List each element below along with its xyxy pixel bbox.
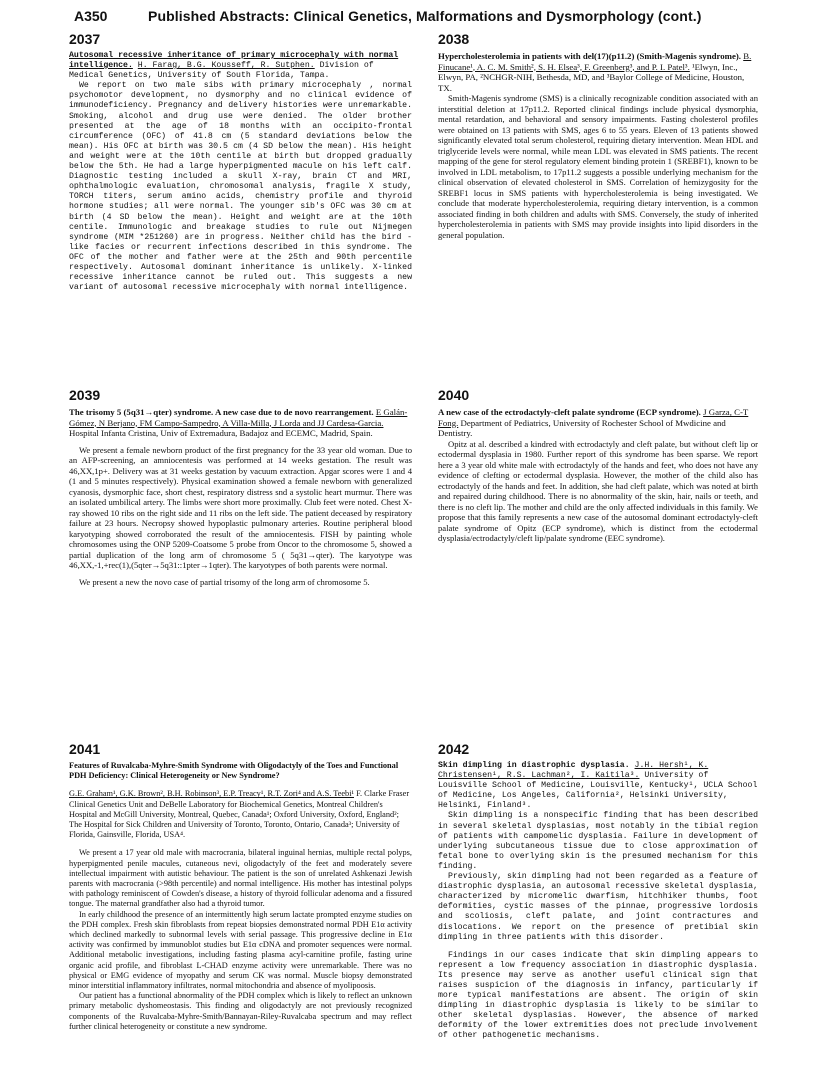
abstract-number: 2039: [69, 388, 101, 403]
abstract-body: [69, 848, 412, 1032]
abstract-authors: H. Farag, B.G. Kousseff, R. Sutphen.: [137, 61, 315, 71]
abstract-affiliation: F. Clarke Fraser Clinical Genetics Unit and DeBelle Laboratory for Biochemical Genetics, Montreal Children's Hospital and McGill University, Montreal, Quebec, Canada¹; Oxford University, Oxford, England²; The Hospital for Sick Children and University of Toronto, Toronto, Ontario, Canada³; University of Florida, Gainsville, Florida, USA⁴.: [69, 789, 410, 840]
abstract-body: [438, 93, 758, 240]
abstract-number: 2040: [438, 388, 470, 403]
page-number: A350: [74, 8, 108, 24]
abstract-2038: [438, 32, 758, 332]
abstract-affiliation: ¹Elwyn, Inc., Elwyn, PA, ²NCHGR-NIH, Bethesda, MD, and ³Baylor College of Medicine, Houston, TX.: [438, 61, 745, 93]
abstract-heading: [438, 407, 758, 439]
abstract-number: 2037: [69, 32, 101, 47]
abstract-title: Hypercholesterolemia in patients with del(17)(p11.2) (Smith-Magenis syndrome).: [438, 51, 741, 61]
abstract-heading: [438, 761, 758, 811]
abstract-authors: J Garza, C-T Fong.: [438, 407, 749, 428]
abstract-body: [438, 439, 758, 544]
abstract-heading: [69, 51, 412, 81]
abstract-authors: G.E. Graham¹, G.K. Brown², B.H. Robinson³, E.P. Treacy¹, R.T. Zori⁴ and A.S. Teebi¹: [69, 789, 354, 799]
abstract-authors: B. Finucane¹, A. C. M. Smith², S. H. Elsea³, F. Greenberg³, and P. I. Patel³.: [438, 51, 752, 72]
abstract-heading: [69, 761, 412, 781]
abstract-byline: [69, 789, 412, 840]
abstract-paragraph: We report on two male sibs with primary microcephaly , normal psychomotor development, no dysmorphy and no clinical evidence of immunodeficiency. Pregnancy and delivery histories were unremarkable. Smoking, alcohol and drug use were denied. The older brother presented at the age of 18 months with an occipito-frontal circumference (OFC) of 41.8 cm (5 standard deviations below the mean). His OFC at birth was 30.5 cm (4 SD below the mean). His height and weight were at the 10th centile at birth but dropped gradually below the 5th. He had a large hyperpigmented macule on his left calf. Diagnostic testing included a skull X-ray, brain CT and MRI, ophthalmologic evaluation, chromosomal analysis, fragile X study, TORCH titers, serum amino acids, chemistry profile and thyroid hormone studies; all were normal. The younger sib's OFC was 30 cm at birth (4 SD below the mean). Height and weight are at the 10th centile. Immunologic and breakage studies to rule out Nijmegen syndrome (MIM *251260) are in progress. Neither child has the bird -like facies or recurrent infections described in this syndrome. The OFC of the mother and father were at the 25th and 90th percentile respectively. Autosomal dominant inheritance is unlikely. X-linked recessive inheritance cannot be ruled out. This suggests a new variant of autosomal recessive microcephaly with normal intelligence.: [69, 81, 412, 293]
abstract-affiliation: University of Louisville School of Medicine, Louisville, Kentucky¹, UCLA School of Medicine, Los Angeles, California², Helsinki University, Helsinki, Finland³.: [438, 771, 758, 811]
abstract-heading: [69, 407, 412, 439]
page-header: [74, 8, 754, 30]
abstract-paragraph: Findings in our cases indicate that skin dimpling appears to represent a low frequency association in diastrophic dysplasia. Its presence may serve as another useful clinical sign that raises suspicion of the diagnosis in infancy, particularly if more typical manifestations are absent. The origin of skin dimpling in diastrophic dysplasia is likely to be similar to other skeletal dysplasias. However, the absence of marked deformity of the lower extremities does not preclude involvement of other pathogenetic mechanisms.: [438, 950, 758, 1041]
abstract-body: [69, 81, 412, 293]
abstract-affiliation: Department of Pediatrics, University of Rochester School of Mwdicine and Dentistry.: [438, 417, 726, 438]
abstract-number: 2041: [69, 742, 101, 757]
abstract-affiliation: Division of Medical Genetics, University of South Florida, Tampa.: [69, 61, 374, 81]
abstract-paragraph: Skin dimpling is a nonspecific finding that has been described in several skeletal dysplasias, most notably in the tibial region of patients with campomelic dysplasia. Failure in development of underlying subcutaneous tissue due to close approximation of fetal bone to overlying skin is the presumed mechanism for this finding.: [438, 811, 758, 871]
abstract-paragraph: Our patient has a functional abnormality of the PDH complex which is likely to reflect an unknown primary metabolic dyshomeostasis. This finding and oligodactyly are not previously recognized components of the Ruvalcaba-Myhre-Smith/Bannayan-Riley-Ruvalcaba spectrum and may reflect further clinical heterogeneity or constitute a new syndrome.: [69, 991, 412, 1031]
abstract-2041: [69, 742, 412, 1072]
abstract-heading: [438, 51, 758, 93]
page-title: Published Abstracts: Clinical Genetics, Malformations and Dysmorphology (cont.): [148, 8, 702, 24]
abstract-paragraph: We present a new the novo case of partial trisomy of the long arm of chromosome 5.: [79, 576, 370, 587]
abstract-number: 2038: [438, 32, 470, 47]
abstract-paragraph: We present a 17 year old male with macrocrania, bilateral inguinal hernias, multiple rectal polyps, hyperpigmented penile macules, cutaneous nevi, oligodactyly of the feet and moderately severe intellectual impairment with autistic behaviour. The patient is the son of unrelated Ashkenazi Jewish parents with macrocrania (>98th percentile) and normal intelligence. His mother has intestinal polyps with pathology reminiscent of Cowden's disease, a history of thyroid follicular adenoma and a fissured tongue. The maternal grandfather also had a thyroid tumor.: [69, 848, 412, 909]
abstract-paragraph: Smith-Magenis syndrome (SMS) is a clinically recognizable condition associated with an interstitial deletion at 17p11.2. Reported clinical findings include physical dysmorphia, mental retardation, and behavioral and sensory impairments. Fasting cholesterol profiles were obtained on 13 patients with SMS, ages 6 to 55 years. Eleven of 13 patients showed significantly elevated total serum cholesterol, requiring dietary intervention. Mean HDL and triglyceride levels were normal, while mean LDL was elevated in SMS patients. The recent mapping of the gene for sterol regulatory element binding protein 1 (SREBF1), known to be involved in LDL metabolism, to 17p11.2 suggests a possible underlying mechanism for the clinical observation of elevated cholesterol in SMS. Correlation of hemizygosity for the SREBF1 locus in SMS patients with hypercholesterolemia is being investigated. We conclude that moderate hypercholesterolemia, requiring dietary intervention, is a common associated finding in both children and adults with SMS. Conversely, the study of inherited hypercholesterolemia in patients with SMS may provide insights into lipid disorders in the general population.: [438, 93, 758, 240]
abstract-paragraph: Previously, skin dimpling had not been regarded as a feature of diastrophic dysplasia, an autosomal recessive skeletal dysplasia, characterized by micromelic dwarfism, hitchhiker thumbs, foot deformities, cystic masses of the pinnae, progressive lordosis and scoliosis, cleft palate, and joint contractures and dislocations. We report on the presence of pretibial skin dimpling in three patients with this disorder.: [438, 872, 758, 942]
abstract-body: [69, 445, 412, 588]
abstract-2037: [69, 32, 412, 352]
abstract-title: Features of Ruvalcaba-Myhre-Smith Syndrome with Oligodactyly of the Toes and Functional PDH Deficiency: Clinical Heterogeneity or New Syndrome?: [69, 761, 399, 781]
abstract-title: Skin dimpling in diastrophic dysplasia.: [438, 761, 630, 770]
abstract-number: 2042: [438, 742, 470, 757]
abstract-authors: E Galán-Gómez, N Berjano, FM Campo-Sampedro, A Villa-Milla, J Lorda and JJ Cardesa-Garcia.: [69, 407, 408, 428]
abstract-authors: J.H. Hersh¹, K. Christensen¹, R.S. Lachman², I. Kaitila³.: [438, 761, 709, 781]
abstract-title: The trisomy 5 (5q31→qter) syndrome. A new case due to de novo rearrangement.: [69, 407, 374, 417]
abstract-2042: [438, 742, 758, 1072]
abstract-paragraph: We present a female newborn product of the first pregnancy for the 33 year old woman. Due to an AFP-screening, an amniocentesis was performed at 14 weeks gestation. The result was 46,XX,1p+. Delivery was at 31 weeks gestation by vacuum extraction. Apgar scores were 1 and 4 (1 and 5 minutes respectively). Physical examination showed a female newborn with generalized cyanosis, dysmorphic face, short chest, respiratory distress snd a systolic heart murmur. There was an isolated umbilical artery. The limbs were short more proximally. Club feet were noted. Chest X-ray showed 10 ribs on the right side and 11 ribs on the left side. The patient deceased by respiratory failure at 23 hours. Necropsy showed hypoplastic pulmonary arteries. Routine peripheral blood karyotyping showed corroborated the result of the amniocentesis. FISH by painting whole chromosomes using the ONP 5209-Coatsome 5 probe from Oncor to the chromosome 5, showed a partial duplication of the long arm of chromosome 5 ( 5q31→qter). The karyotype was 46,XX,-1,+rec(1),(5qter→5q31::1pter→1qter). The karyotypes of both parents were normal.: [69, 444, 412, 570]
abstract-affiliation: Hospital Infanta Cristina, Univ of Extremadura, Badajoz and ECEMC, Madrid, Spain.: [69, 428, 373, 438]
abstract-title: Autosomal recessive inheritance of primary microcephaly with normal intelligence.: [69, 51, 399, 71]
abstract-body: [438, 811, 758, 1041]
abstract-2040: [438, 388, 758, 558]
abstract-paragraph: Opitz at al. described a kindred with ectrodactyly and cleft palate, but without cleft lip or ectodermal dysplasia in 1980. Further report of this syndrome has been sparse. We report here a 3 year old white male with ectrodactyly of the hands and feet, who does not have any evidence of clefting or ectodermal dysplasia. However, the mother of the child also has ectrodactyly of the hands and feet. In addition, she had cleft palate, which was noted at birth and repaired during childhood. There is no abnormality of the skin, hair, nails or teeth, and there is no cleft lip. The mother and child are the only affected individuals in this family. We propose that this family represents a new case of the autosomal dominant ectrodactyly-cleft palate syndrome of Opitz (ECP syndrome), which is distinct from the ectodermal dysplasia/ectrodactyly/cleft lip/palate syndrome (EEC syndrome).: [438, 438, 758, 543]
abstract-paragraph: In early childhood the presence of an intermittently high serum lactate prompted enzyme studies on the PDH complex. Fresh skin fibroblasts from repeat biopsies demonstrated normal PDH E1α activity which declined markedly to subnormal levels with serial passage. This progressive decline in E1α activity was confirmed by immunoblot studies but E1α cDNA and promoter sequences were normal. Additional metabolic investigations, including fasting plasma acyl-carnitine profile, fasting urine organic acid profile, and fibroblast L-CHAD enzyme activity were unremarkable. There was no physical or EMG evidence of myopathy and serum CK was normal. Muscle biopsy demonstrated minor interstitial inflammatory infiltrates, normal mitochondria and absence of myolipoosis.: [69, 909, 412, 991]
abstract-title: A new case of the ectrodactyly-cleft palate syndrome (ECP syndrome).: [438, 407, 701, 417]
abstract-2039: [69, 388, 412, 656]
